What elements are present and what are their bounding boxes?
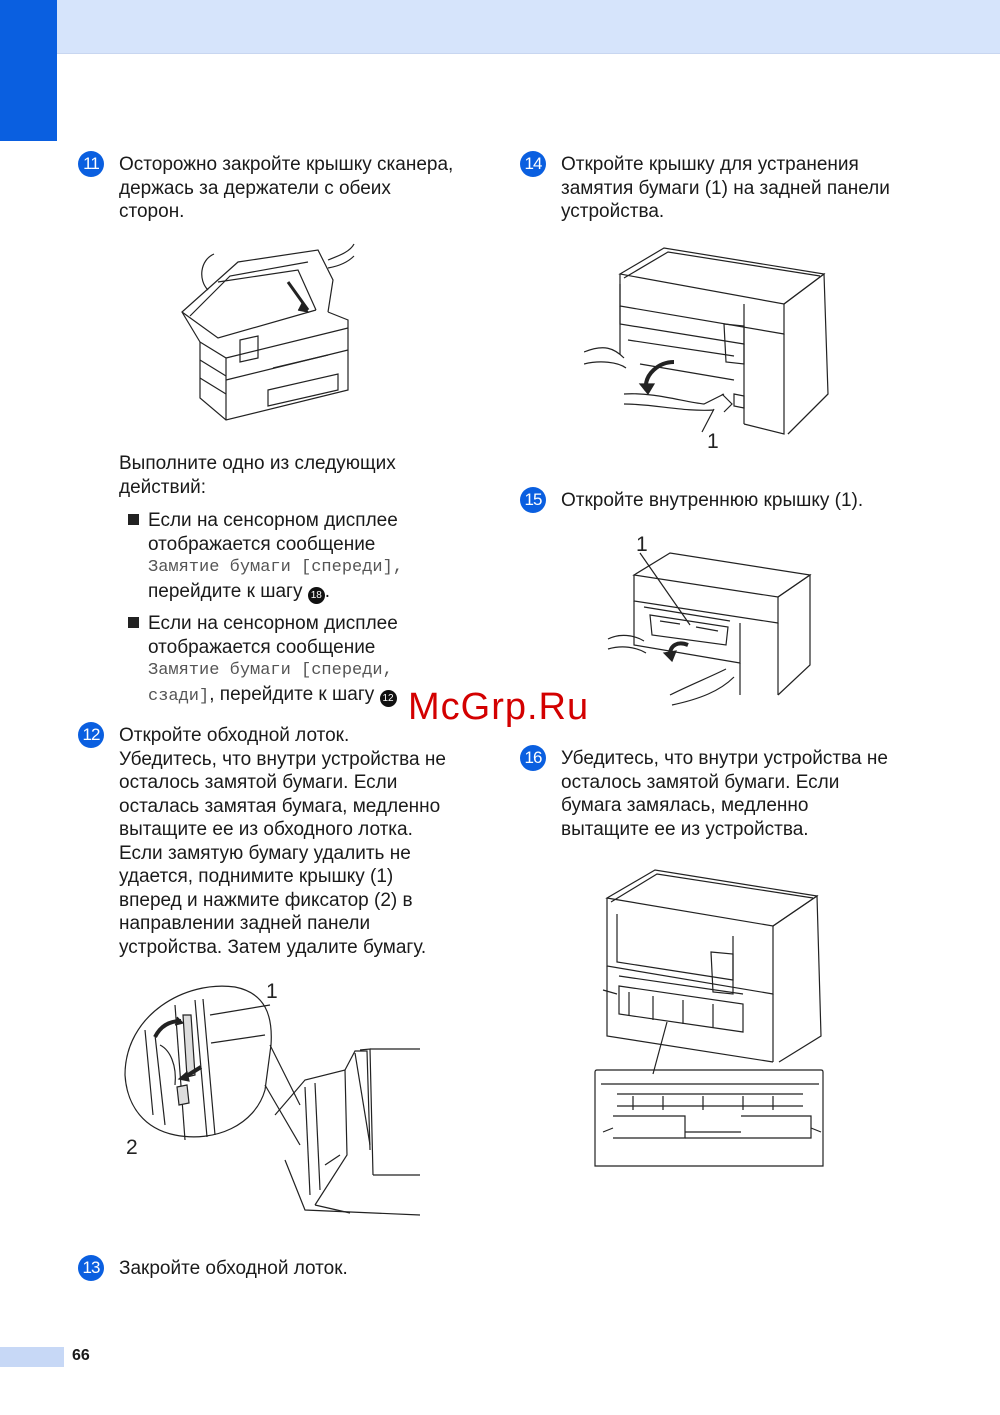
bullet-message: Замятие бумаги [спереди], — [148, 558, 404, 577]
bullet-message: сзади] — [148, 686, 210, 706]
step-12-line: Убедитесь, что внутри устройства не — [119, 748, 446, 770]
step-11-line: Осторожно закройте крышку сканера, — [119, 154, 454, 175]
step-14-text — [561, 153, 931, 224]
step-12-line: направлении задней панели — [119, 913, 371, 934]
header-band — [0, 0, 1000, 53]
callout-label-1: 1 — [636, 533, 648, 556]
step-14-line: Откройте крышку для устранения — [561, 154, 859, 175]
chapter-tab — [0, 0, 57, 141]
step-reference-18[interactable]: 18 — [308, 587, 325, 604]
step-16-badge: 16 — [520, 745, 546, 771]
illustration-open-inner-cover — [600, 545, 812, 710]
bullet-line: Если на сенсорном дисплее — [148, 510, 398, 531]
step-14-line: замятия бумаги (1) на задней панели — [561, 177, 890, 199]
options-intro-line: Выполните одно из следующих — [119, 453, 396, 474]
step-13-badge: 13 — [78, 1255, 104, 1281]
bullet-goto-text: перейдите к шагу — [148, 580, 303, 602]
options-intro-line: действий: — [119, 476, 207, 498]
step-15-badge: 15 — [520, 487, 546, 513]
step-11-text — [119, 153, 479, 224]
step-12-line: удается, поднимите крышку (1) — [119, 866, 394, 887]
step-16-line: вытащите ее из устройства. — [561, 818, 809, 840]
step-16-line: осталось замятой бумаги. Если — [561, 771, 840, 793]
callout-label-2: 2 — [126, 1136, 138, 1159]
bullet-square-icon — [128, 617, 139, 628]
step-12-line: Откройте обходной лоток. — [119, 725, 350, 746]
step-11-badge: 11 — [78, 151, 104, 177]
step-14-line: устройства. — [561, 201, 665, 222]
footer-band — [0, 1347, 64, 1367]
step-11-options-intro — [119, 452, 459, 499]
step-11-line: сторон. — [119, 201, 185, 222]
step-13-text: Закройте обходной лоток. — [119, 1258, 348, 1279]
step-12-line: устройства. Затем удалите бумагу. — [119, 936, 427, 958]
step-12-text — [119, 724, 489, 959]
illustration-manual-feed — [115, 975, 420, 1225]
step-12-line: осталось замятой бумаги. Если — [119, 772, 398, 793]
step-15-text: Откройте внутреннюю крышку (1). — [561, 490, 864, 511]
watermark: McGrp.Ru — [408, 686, 590, 728]
step-14-badge: 14 — [520, 151, 546, 177]
illustration-open-jam-cover — [584, 244, 832, 458]
page-number: 66 — [72, 1347, 90, 1364]
step-11-line: держась за держатели с обеих — [119, 177, 391, 199]
step-16-line: Убедитесь, что внутри устройства не — [561, 748, 888, 769]
header-divider — [57, 53, 1000, 54]
illustration-remove-paper — [593, 866, 827, 1172]
step-12-line: осталась замятая бумага, медленно — [119, 795, 441, 817]
option-bullet-1: Если на сенсорном дисплее отображается сообщение Замятие бумаги [спереди], перейдите к шагу 18 . — [128, 509, 468, 604]
step-16-line: бумага замялась, медленно — [561, 795, 809, 816]
step-12-badge: 12 — [78, 722, 104, 748]
bullet-line: Если на сенсорном дисплее — [148, 613, 398, 634]
bullet-goto-text: , перейдите к шагу — [209, 683, 375, 705]
callout-label-1: 1 — [266, 980, 278, 1003]
step-12-line: вперед и нажмите фиксатор (2) в — [119, 889, 413, 911]
step-reference-12[interactable]: 12 — [380, 690, 397, 707]
illustration-close-scanner — [178, 240, 356, 424]
bullet-square-icon — [128, 514, 139, 525]
callout-label-1: 1 — [707, 430, 719, 453]
bullet-line: отображается сообщение — [148, 636, 376, 658]
bullet-line: отображается сообщение — [148, 533, 376, 555]
step-12-line: Если замятую бумагу удалить не — [119, 842, 411, 864]
bullet-message: Замятие бумаги [спереди, — [148, 661, 393, 680]
step-16-text — [561, 747, 931, 841]
step-12-line: вытащите ее из обходного лотка. — [119, 819, 413, 840]
